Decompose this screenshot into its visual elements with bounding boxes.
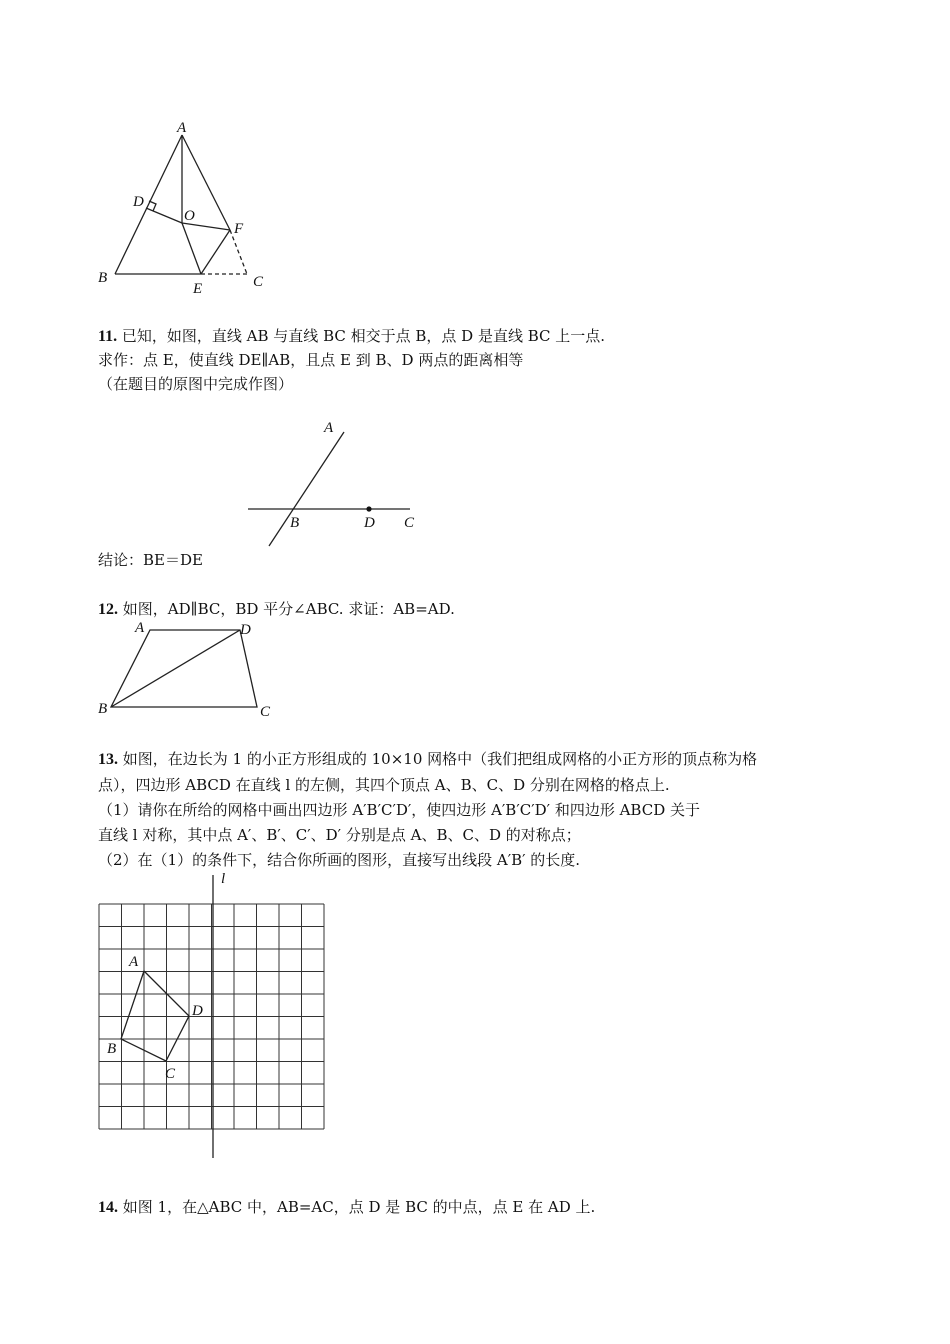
label-c: C [260,704,271,720]
q13-text: 如图，在边长为 1 的小正方形组成的 10×10 网格中（我们把组成网格的小正方形的顶点称为格 [122,750,758,768]
label-b: B [98,270,108,286]
q11-conclusion: 结论：BE＝DE [98,551,203,569]
label-c: C [165,1066,176,1082]
q11-line2: 求作：点 E，使直线 DE∥AB，且点 E 到 B、D 两点的距离相等 [98,351,524,369]
q12-line [98,599,455,620]
q14-text: 如图 1，在△ABC 中，AB=AC，点 D 是 BC 的中点，点 E 在 AD 上. [122,1198,596,1216]
label-c: C [404,515,415,531]
q13-line5: （2）在（1）的条件下，结合你所画的图形，直接写出线段 A′B′ 的长度. [98,851,581,869]
q13-line1 [98,749,757,770]
label-a: A [129,954,139,970]
q11-line1 [98,326,605,347]
label-b: B [107,1041,117,1057]
grid-figure [95,870,355,1170]
label-d: D [133,194,144,210]
point-d [366,506,371,511]
label-d: D [192,1003,203,1019]
label-a: A [324,420,334,436]
q11-number: 11. [98,328,118,345]
grid-lines [99,904,324,1129]
q13-line3: （1）请你在所给的网格中画出四边形 A′B′C′D′，使四边形 A′B′C′D′ 和四边形 ABCD 关于 [98,801,700,819]
label-e: E [193,281,203,297]
q14-number: 14. [98,1199,118,1216]
label-d: D [240,622,251,638]
label-c: C [253,274,264,290]
label-b: B [290,515,300,531]
q13-line2: 点），四边形 ABCD 在直线 l 的左侧，其四个顶点 A、B、C、D 分别在网格的格点上. [98,776,670,794]
q11-text: 已知，如图，直线 AB 与直线 BC 相交于点 B，点 D 是直线 BC 上一点. [121,327,606,345]
trapezoid-figure [95,620,295,720]
label-o: O [184,208,195,224]
label-b: B [98,701,108,717]
q14-line [98,1197,595,1218]
q11-line3: （在题目的原图中完成作图） [98,375,294,393]
label-a: A [135,620,145,636]
intersecting-lines-figure [240,420,440,550]
label-f: F [234,221,244,237]
q12-text: 如图，AD∥BC，BD 平分∠ABC. 求证：AB=AD. [122,600,455,618]
triangle-fold-figure [95,120,295,300]
label-a: A [177,120,187,136]
q13-line4: 直线 l 对称，其中点 A′、B′、C′、D′ 分别是点 A、B、C、D 的对称点； [98,826,581,844]
q13-number: 13. [98,751,118,768]
q12-number: 12. [98,601,118,618]
label-l: l [221,871,226,887]
label-d: D [364,515,375,531]
